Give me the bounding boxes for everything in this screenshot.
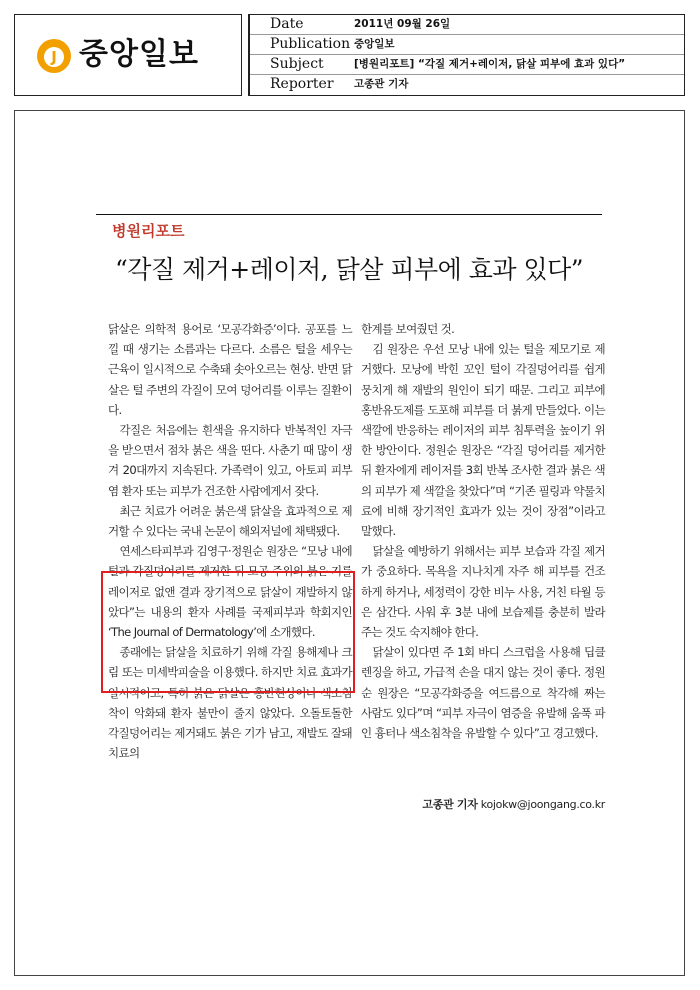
newspaper-logo-box xyxy=(14,14,242,96)
meta-row-subject xyxy=(250,55,684,75)
meta-label: Date xyxy=(270,16,304,32)
article-column-left xyxy=(108,319,352,763)
highlight-box xyxy=(101,571,355,693)
paragraph-highlighted: 연세스타피부과 김영구·정원순 원장은 “모낭 내에 털과 각질덩어리를 제거한 뒤 모공 주위의 붉은 기를 레이저로 없앤 결과 장기적으로 닭살이 재발하지 않았다”는 내용의 환자 사례를 국제피부과 학회지인 ‘The Journal of Dermatology’에 소개했다. xyxy=(108,544,352,640)
section-divider xyxy=(96,214,602,215)
meta-value: 고종관 기자 xyxy=(354,78,409,90)
article-column-right xyxy=(361,319,605,743)
paragraph: 종래에는 닭살을 치료하기 위해 각질 용해제나 크림 또는 미세박피술을 이용했다. 하지만 치료 효과가 일시적이고, 특히 붉은 닭살은 홍반현상이나 색소침착이 악화돼 환자 불만이 줄지 않았다. 오돌토돌한 각질덩어리는 제거돼도 붉은 기가 남고, 재발도 잘돼 치료의 xyxy=(108,645,352,761)
meta-value: [병원리포트] “각질 제거+레이저, 닭살 피부에 효과 있다” xyxy=(354,58,626,70)
byline-email: kojokw@joongang.co.kr xyxy=(480,798,605,811)
meta-label: Publication xyxy=(270,36,351,52)
newspaper-name: 중앙일보 xyxy=(79,37,199,72)
article-metadata-table xyxy=(248,14,685,96)
meta-value: 2011년 09월 26일 xyxy=(354,18,451,30)
meta-value: 중앙일보 xyxy=(354,38,395,50)
meta-row-date xyxy=(250,15,684,35)
paragraph: 닭살을 예방하기 위해서는 피부 보습과 각질 제거가 중요하다. 목욕을 지나치게 자주 해 피부를 건조하게 하거나, 세정력이 강한 비누 사용, 거친 타월 등은 삼간다. 사워 후 3분 내에 보습제를 충분히 발라주는 것도 숙지해야 한다. xyxy=(361,544,605,640)
paragraph: 각질은 처음에는 흰색을 유지하다 반복적인 자극을 받으면서 점차 붉은 색을 띤다. 사춘기 때 많이 생겨 20대까지 지속된다. 가족력이 있고, 아토피 피부염 환자 또는 피부가 건조한 사람에게서 잦다. xyxy=(108,423,352,498)
paragraph: 닭살이 있다면 주 1회 바디 스크럽을 사용해 딥클렌징을 하고, 가급적 손을 대지 않는 것이 좋다. 정원순 원장은 “모공각화증을 여드름으로 착각해 짜는 사람도 있다”며 “피부 자극이 염증을 유발해 움푹 파인 흉터나 색소침착을 유발할 수 있다”고 경고했다. xyxy=(361,645,605,741)
meta-row-publication xyxy=(250,35,684,55)
meta-label: Subject xyxy=(270,56,324,72)
meta-label: Reporter xyxy=(270,76,334,92)
article-headline: “각질 제거+레이저, 닭살 피부에 효과 있다” xyxy=(114,255,584,284)
paragraph: 한계를 보여줬던 것. xyxy=(361,322,455,336)
paragraph: 김 원장은 우선 모낭 내에 있는 털을 제모기로 제거했다. 모낭에 박힌 꼬인 털이 각질덩어리를 쉽게 뭉치게 해 재발의 원인이 되기 때문. 그리고 피부에 홍반유도제를 도포해 피부를 더 붉게 만들었다. 이는 색깔에 반응하는 레이저의 피부 침투력을 높이기 위한 방안이다. 정원순 원장은 “각질 덩어리를 제거한 뒤 환자에게 레이저를 3회 반복 조사한 결과 붉은 색의 피부가 제 색깔을 찾았다”며 “기존 필링과 약물치료에 비해 장기적인 효과가 있는 것이 장점”이라고 말했다. xyxy=(361,342,605,539)
joongang-logo-icon: J xyxy=(37,39,71,73)
byline-name: 고종관 기자 xyxy=(422,798,478,811)
section-label: 병원리포트 xyxy=(112,222,185,240)
paragraph: 최근 치료가 어려운 붉은색 닭살을 효과적으로 제거할 수 있다는 국내 논문이 해외저널에 채택됐다. xyxy=(108,503,352,539)
byline xyxy=(361,795,605,815)
paragraph: 닭살은 의학적 용어로 ‘모공각화증’이다. 공포를 느낄 때 생기는 소름과는 다르다. 소름은 털을 세우는 근육이 일시적으로 수축돼 솟아오르는 현상. 반면 닭살은 털 주변의 각질이 모여 덩어리를 이루는 질환이다. xyxy=(108,322,352,417)
meta-row-reporter xyxy=(250,75,684,94)
